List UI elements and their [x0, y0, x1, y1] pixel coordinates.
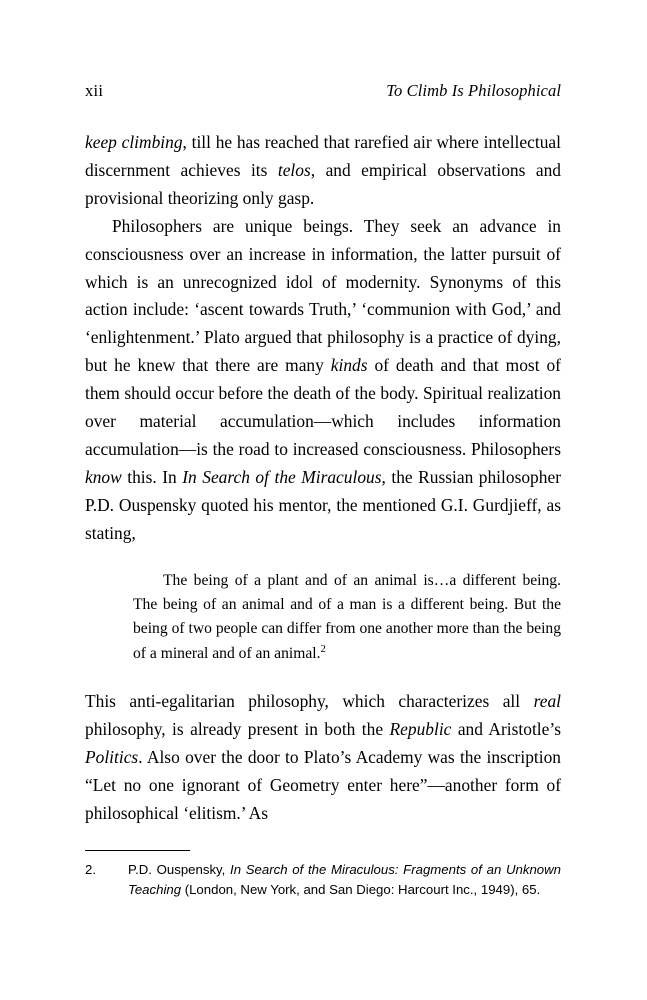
- paragraph-3-text-c: and Aristotle’s: [451, 719, 561, 740]
- paragraph-3-italic-republic: Republic: [389, 719, 452, 740]
- footnote-area: [85, 850, 561, 899]
- paragraph-3-italic-real: real: [533, 691, 561, 712]
- footnote-italic-title: In Search of the Miraculous: Fragments of an Unknown Teaching: [128, 862, 561, 897]
- footnote-separator-rule: [85, 850, 190, 851]
- paragraph-2-italic-know: know: [85, 466, 122, 487]
- paragraph-1-italic-telos: telos: [277, 159, 311, 180]
- paragraph-2-text-c: this. In: [121, 466, 183, 487]
- paragraph-1-text-b: , and empirical observations and provisional theorizing only gasp.: [85, 159, 561, 208]
- block-quotation: [133, 569, 561, 667]
- paragraph-3-text-b: philosophy, is already present in both the: [85, 719, 390, 740]
- page-number: xii: [85, 81, 104, 100]
- paragraph-anti-egalitarian: [85, 688, 561, 828]
- running-title: To Climb Is Philosophical: [386, 81, 561, 100]
- footnote-number: 2.: [85, 862, 96, 877]
- paragraph-3-text-d: . Also over the door to Plato’s Academy was the inscription “Let no one ignorant of Geometry enter here”—another form of philosophical ‘elitism.’ As: [85, 747, 561, 823]
- running-head: [85, 80, 561, 102]
- paragraph-continuation: [85, 129, 561, 213]
- footnote-text-b: (London, New York, and San Diego: Harcourt Inc., 1949), 65.: [181, 881, 541, 897]
- body-text-block: [85, 129, 561, 828]
- paragraph-1-text-a: , till he has reached that rarefied air where intellectual discernment achieves its: [85, 132, 561, 180]
- paragraph-1-italic-lead: keep climbing: [85, 132, 183, 152]
- footnote-text-a: P.D. Ouspensky,: [128, 862, 231, 877]
- spacer-below-extract: [85, 666, 561, 688]
- paragraph-3-text-a: This anti-egalitarian philosophy, which characterizes all: [85, 691, 534, 712]
- paragraph-2-text-a: Philosophers are unique beings. They seek an advance in consciousness over an increase in information, the latter pursuit of which is an unrecognized idol of modernity. Synonyms of this action include: ‘ascent towards Truth,’ ‘communion with God,’ and ‘enlightenment.’ Plato argued that philosophy is a practice of dying, but he knew that there are many: [85, 215, 561, 376]
- footnote-text: [128, 860, 561, 899]
- paragraph-2-text-d: , the Russian philosopher P.D. Ouspensky quoted his mentor, the mentioned G.I. Gurdjieff, as stating,: [85, 466, 561, 543]
- paragraph-philosophers: [85, 213, 561, 548]
- spacer-above-extract: [85, 548, 561, 569]
- paragraph-2-italic-kinds: kinds: [330, 355, 368, 376]
- paragraph-3-italic-politics: Politics: [85, 747, 139, 768]
- paragraph-2-italic-book-title: In Search of the Miraculous: [182, 466, 382, 487]
- paragraph-2-text-b: of death and that most of them should occur before the death of the body. Spiritual realization over material accumulation—which includes information accumulation—is the road to increased consciousness. Philosophers: [85, 355, 561, 459]
- extract-text: The being of a plant and of an animal is…a different being. The being of an animal and of a man is a different being. But the being of two people can differ from one another more than the being of a mineral and of an animal.: [133, 571, 561, 662]
- footnote-reference-marker[interactable]: 2: [320, 643, 326, 655]
- footnote-entry: [85, 860, 561, 899]
